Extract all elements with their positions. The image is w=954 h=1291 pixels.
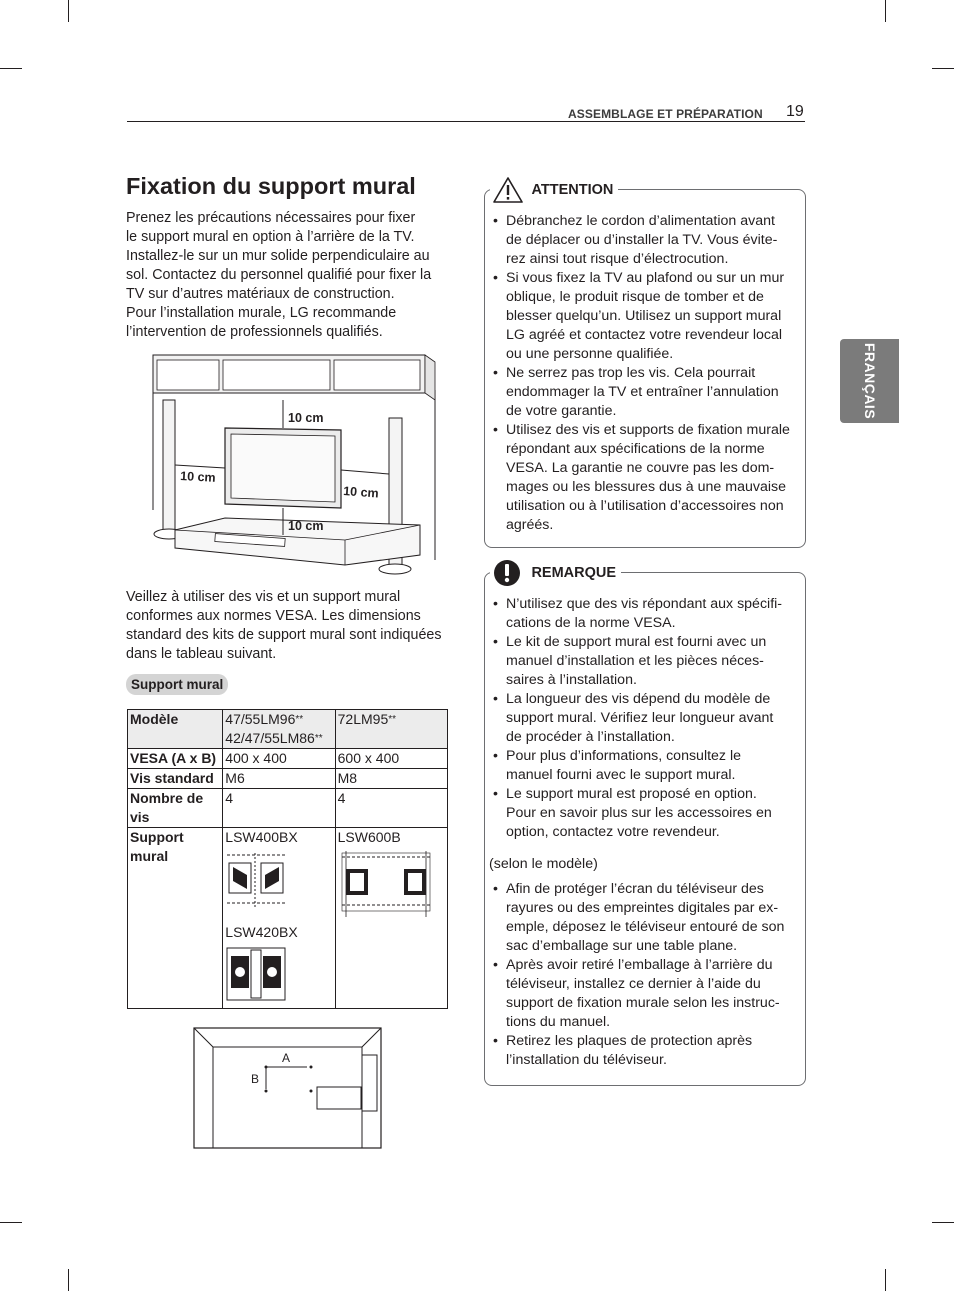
note-exclamation-icon [492, 558, 522, 588]
text-line: TV sur d’autres matériaux de construction. [126, 286, 395, 302]
table-cell: 600 x 400 [335, 749, 447, 769]
table-cell: LSW400BX LSW420BX [223, 828, 335, 1009]
list-item: • Retirez les plaques de protection après l’installation du téléviseur. [485, 1032, 800, 1070]
dimension-a-label: A [282, 1051, 291, 1065]
list-item: • Ne serrez pas trop les vis. Cela pourrait endommager la TV et entraîner l’annulation de votre garantie. [485, 364, 800, 421]
list-item: • Le support mural est proposé en option. Pour en savoir plus sur les accessoires en option, contactez votre revendeur. [485, 785, 800, 842]
text-line: le support mural en option à l’arrière de la TV. [126, 229, 415, 245]
warning-triangle-icon [492, 176, 524, 204]
dimension-left: 10 cm [179, 469, 216, 485]
table-row [128, 710, 448, 749]
remarque-header [490, 558, 621, 588]
remarque-list-2 [485, 880, 800, 1070]
attention-header [490, 176, 618, 204]
table-row [128, 769, 448, 789]
crop-mark [932, 68, 954, 69]
remarque-title: REMARQUE [531, 565, 617, 581]
text-line: Prenez les précautions nécessaires pour fixer [126, 210, 416, 226]
dimension-top: 10 cm [288, 411, 324, 425]
header-rule [127, 121, 805, 122]
bracket-lsw420bx-image [225, 944, 287, 1006]
table-row [128, 749, 448, 769]
text-line: conformes aux normes VESA. Les dimensions [126, 608, 421, 624]
text-line: Veillez à utiliser des vis et un support mural [126, 589, 401, 605]
crop-mark [68, 1269, 69, 1291]
text-line: standard des kits de support mural sont indiquées [126, 627, 442, 643]
table-label: Support mural [126, 674, 228, 695]
vesa-paragraph [126, 588, 442, 664]
row-header: Modèle [128, 710, 223, 749]
page-title: Fixation du support mural [126, 173, 416, 199]
row-header: Support mural [128, 828, 223, 1009]
page-number: 19 [786, 103, 804, 120]
list-item: • Utilisez des vis et supports de fixation murale répondant aux spécifications de la norme VESA. La garantie ne couvre pas les dom- mages ou les blessures dus à une mauvaise utilisation ou à l’utilisation d’accessoires non agréés. [485, 421, 800, 535]
dimension-right: 10 cm [342, 484, 380, 501]
text-line: Pour l’installation murale, LG recommande [126, 305, 397, 321]
list-item: • Débranchez le cordon d’alimentation avant de déplacer ou d’installer la TV. Vous évite- rez ainsi tout risque d’électrocution. [485, 212, 800, 269]
list-item: • Le kit de support mural est fourni avec un manuel d’installation et les pièces néces- saires à l’installation. [485, 633, 800, 690]
text-line: sol. Contactez du personnel qualifié pour fixer la [126, 267, 432, 283]
list-item: • Afin de protéger l’écran du téléviseur des rayures ou des empreintes digitales par ex- emple, déposez le téléviseur entouré de son sac d’emballage sur une table plane. [485, 880, 800, 956]
dimension-b-label: B [251, 1072, 260, 1086]
table-cell: 400 x 400 [223, 749, 335, 769]
crop-mark [932, 1222, 954, 1223]
crop-mark [885, 0, 886, 22]
selon-note: (selon le modèle) [489, 856, 598, 872]
language-tab [840, 339, 899, 423]
row-header: VESA (A x B) [128, 749, 223, 769]
section-header: ASSEMBLAGE ET PRÉPARATION [568, 107, 763, 121]
crop-mark [885, 1269, 886, 1291]
text-line: dans le tableau suivant. [126, 646, 277, 662]
attention-list [485, 212, 800, 535]
crop-mark [0, 1222, 22, 1223]
row-header: Nombre de vis [128, 789, 223, 828]
table-cell: M8 [335, 769, 447, 789]
language-tab-label: FRANÇAIS [862, 342, 878, 420]
tv-rear-vesa-diagram [193, 1027, 383, 1151]
table-row [128, 789, 448, 828]
text-line: l’intervention de professionnels qualifiés. [126, 324, 383, 340]
table-cell: M6 [223, 769, 335, 789]
table-cell: LSW600B [335, 828, 447, 1009]
list-item: • La longueur des vis dépend du modèle de support mural. Vérifiez leur longueur avant de procéder à l’installation. [485, 690, 800, 747]
list-item: • Après avoir retiré l’emballage à l’arrière du téléviseur, installez ce dernier à l’aide du support de fixation murale selon les instruc- tions du manuel. [485, 956, 800, 1032]
attention-title: ATTENTION [531, 182, 614, 198]
list-item: • N’utilisez que des vis répondant aux spécifi- cations de la norme VESA. [485, 595, 800, 633]
crop-mark [68, 0, 69, 22]
row-header: Vis standard [128, 769, 223, 789]
intro-paragraph [126, 209, 431, 342]
text-line: Installez-le sur un mur solide perpendiculaire au [126, 248, 430, 264]
wall-clearance-diagram [145, 350, 445, 580]
wall-mount-spec-table [127, 709, 448, 1009]
bracket-lsw400bx-image [225, 851, 287, 911]
dimension-bottom: 10 cm [288, 519, 324, 533]
crop-mark [0, 68, 22, 69]
remarque-list [485, 595, 800, 842]
table-cell: 72LM95** [335, 710, 447, 749]
table-cell: 47/55LM96** 42/47/55LM86** [223, 710, 335, 749]
table-cell: 4 [223, 789, 335, 828]
table-cell: 4 [335, 789, 447, 828]
table-row [128, 828, 448, 1009]
bracket-lsw600b-image [338, 849, 434, 919]
list-item: • Pour plus d’informations, consultez le manuel fourni avec le support mural. [485, 747, 800, 785]
list-item: • Si vous fixez la TV au plafond ou sur un mur oblique, le produit risque de tomber et de blesser quelqu’un. Utilisez un support mural LG agréé et contactez votre revendeur local ou une personne qualifiée. [485, 269, 800, 364]
